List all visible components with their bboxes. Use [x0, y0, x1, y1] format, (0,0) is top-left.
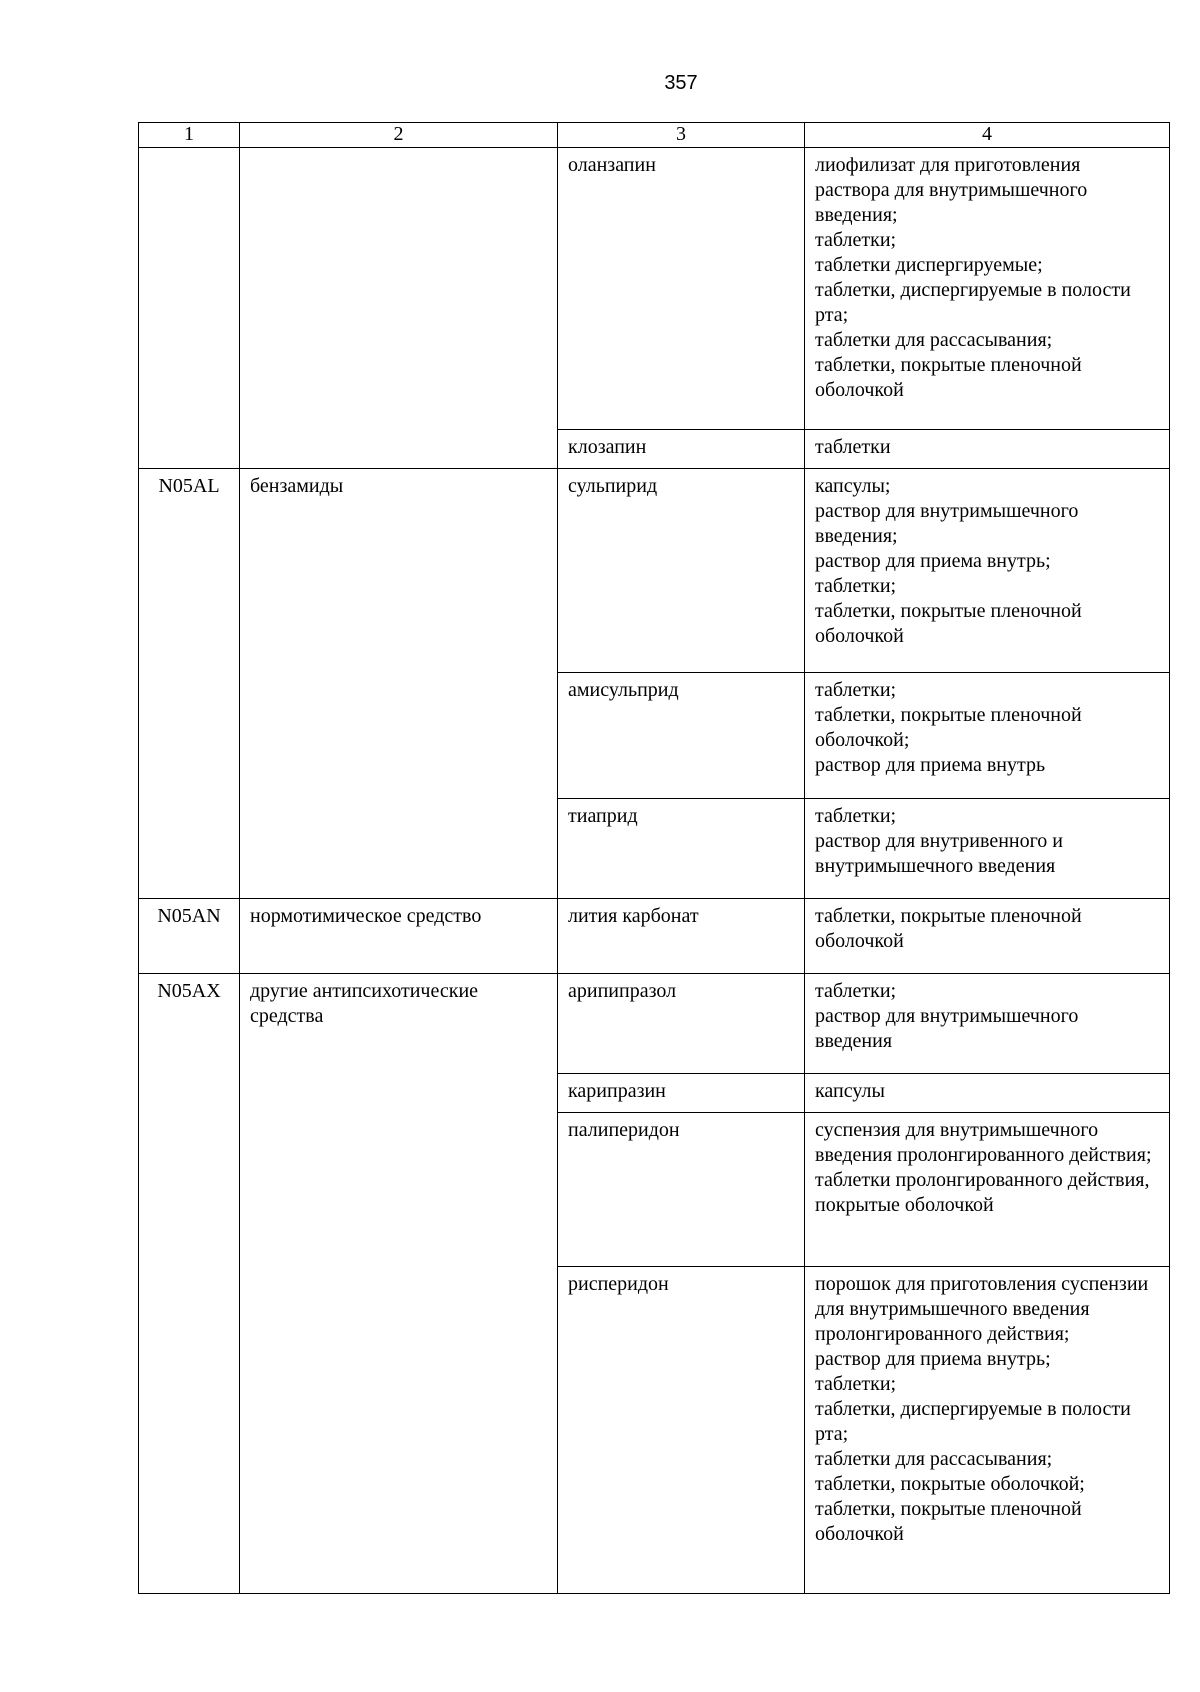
header-row [139, 123, 1170, 148]
drug-name-cell: тиаприд [558, 799, 805, 899]
atc-code-cell: N05AL [139, 469, 240, 899]
drug-name-cell: палиперидон [558, 1113, 805, 1267]
dosage-form: таблетки, покрытые оболочкой; [815, 1473, 1085, 1495]
dosage-form: раствор для приема внутрь; [815, 1348, 1051, 1370]
column-header-3: 3 [558, 123, 805, 148]
table-row [139, 148, 1170, 430]
dosage-form: таблетки, покрытые пленочной оболочкой [815, 354, 1082, 401]
drug-table [138, 122, 1170, 1594]
drug-name-cell: клозапин [558, 430, 805, 469]
dosage-form: таблетки, покрытые пленочной оболочкой; [815, 704, 1082, 751]
drug-name-cell: сульпирид [558, 469, 805, 673]
column-header-1: 1 [139, 123, 240, 148]
dosage-form: таблетки; [815, 980, 897, 1002]
dosage-forms-cell [805, 1113, 1170, 1267]
dosage-form: суспензия для внутримышечного введения пролонгированного действия; [815, 1119, 1152, 1166]
group-name-cell: другие антипсихотические средства [240, 974, 558, 1594]
dosage-form: таблетки; [815, 679, 897, 701]
dosage-form: раствор для приема внутрь; [815, 550, 1051, 572]
drug-name-cell: рисперидон [558, 1267, 805, 1594]
group-name-cell: бензамиды [240, 469, 558, 899]
dosage-form: таблетки; [815, 805, 897, 827]
atc-code-cell: N05AX [139, 974, 240, 1594]
dosage-form: раствор для внутримышечного введения [815, 1005, 1079, 1052]
table-row [139, 899, 1170, 974]
dosage-form: таблетки, покрытые пленочной оболочкой [815, 1498, 1082, 1545]
column-header-4: 4 [805, 123, 1170, 148]
dosage-form: лиофилизат для приготовления раствора для внутримышечного введения; [815, 154, 1088, 226]
dosage-forms-cell [805, 1074, 1170, 1113]
dosage-forms-cell [805, 799, 1170, 899]
dosage-form: таблетки; [815, 1373, 897, 1395]
dosage-forms-cell [805, 430, 1170, 469]
drug-name-cell: амисульприд [558, 673, 805, 799]
dosage-form: таблетки диспергируемые; [815, 254, 1043, 276]
dosage-forms-cell [805, 1267, 1170, 1594]
dosage-forms-cell [805, 899, 1170, 974]
dosage-form: капсулы [815, 1080, 885, 1102]
group-name-cell [240, 148, 558, 469]
atc-code-cell: N05AN [139, 899, 240, 974]
dosage-form: таблетки, диспергируемые в полости рта; [815, 279, 1131, 326]
drug-name-cell: лития карбонат [558, 899, 805, 974]
dosage-form: порошок для приготовления суспензии для внутримышечного введения пролонгированного действия; [815, 1273, 1149, 1345]
dosage-form: раствор для приема внутрь [815, 754, 1046, 776]
dosage-form: таблетки [815, 436, 891, 458]
table-row [139, 469, 1170, 673]
dosage-form: таблетки пролонгированного действия, покрытые оболочкой [815, 1169, 1150, 1216]
dosage-form: таблетки, диспергируемые в полости рта; [815, 1398, 1131, 1445]
dosage-form: таблетки для рассасывания; [815, 1448, 1053, 1470]
table-row [139, 974, 1170, 1074]
dosage-forms-cell [805, 974, 1170, 1074]
dosage-form: таблетки; [815, 575, 897, 597]
dosage-form: таблетки, покрытые пленочной оболочкой [815, 600, 1082, 647]
page-number: 357 [664, 72, 698, 94]
atc-code-cell [139, 148, 240, 469]
drug-name-cell: карипразин [558, 1074, 805, 1113]
dosage-form: раствор для внутримышечного введения; [815, 500, 1079, 547]
dosage-form: таблетки, покрытые пленочной оболочкой [815, 905, 1082, 952]
drug-name-cell: оланзапин [558, 148, 805, 430]
table-body [139, 148, 1170, 1594]
group-name-cell: нормотимическое средство [240, 899, 558, 974]
column-header-2: 2 [240, 123, 558, 148]
dosage-forms-cell [805, 469, 1170, 673]
dosage-forms-cell [805, 148, 1170, 430]
drug-name-cell: арипипразол [558, 974, 805, 1074]
dosage-form: раствор для внутривенного и внутримышечного введения [815, 830, 1064, 877]
dosage-form: таблетки; [815, 229, 897, 251]
dosage-forms-cell [805, 673, 1170, 799]
dosage-form: капсулы; [815, 475, 891, 497]
dosage-form: таблетки для рассасывания; [815, 329, 1053, 351]
